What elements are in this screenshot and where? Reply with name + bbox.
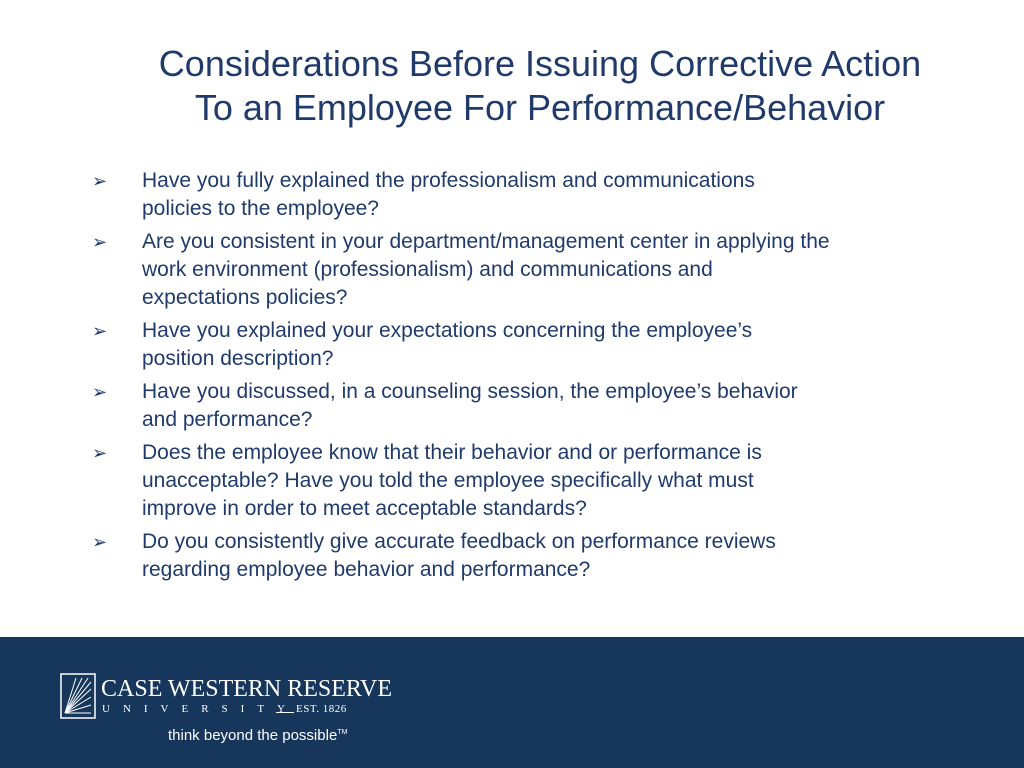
arrow-bullet-icon: ➢	[92, 382, 108, 402]
bullet-item	[92, 528, 992, 584]
bullet-item	[92, 439, 992, 523]
arrow-bullet-icon: ➢	[92, 321, 108, 341]
bullet-line: policies to the employee?	[142, 197, 379, 220]
arrow-bullet-icon: ➢	[92, 443, 108, 463]
bullet-line: position description?	[142, 347, 334, 370]
bullet-text	[142, 228, 830, 312]
bullet-list	[92, 167, 992, 589]
bullet-line: Do you consistently give accurate feedback on performance reviews	[142, 530, 776, 553]
logo-university: UNIVERSITY	[102, 703, 298, 715]
trademark-mark: TM	[337, 729, 348, 736]
slide-title-line-1: Considerations Before Issuing Corrective Action	[158, 43, 922, 84]
bullet-item	[92, 317, 992, 373]
logo-name: CASE WESTERN RESERVE	[101, 676, 392, 702]
arrow-bullet-icon: ➢	[92, 532, 108, 552]
bullet-line: improve in order to meet acceptable standards?	[142, 497, 587, 520]
bullet-item	[92, 167, 992, 223]
arrow-bullet-icon: ➢	[92, 171, 108, 191]
bullet-item	[92, 378, 992, 434]
bullet-line: Have you explained your expectations concerning the employee’s	[142, 319, 753, 342]
bullet-line: Have you fully explained the professionalism and communications	[142, 169, 755, 192]
tagline-text: think beyond the possible	[168, 727, 338, 744]
logo-divider	[276, 712, 294, 713]
bullet-text	[142, 439, 762, 523]
bullet-text	[142, 167, 755, 223]
logo-tagline	[168, 724, 347, 745]
bullet-line: unacceptable? Have you told the employee specifically what must	[142, 469, 754, 492]
bullet-text	[142, 317, 752, 373]
bullet-line: regarding employee behavior and performance?	[142, 558, 591, 581]
slide-title	[60, 42, 1020, 130]
bullet-line: Does the employee know that their behavior and or performance is	[142, 441, 762, 464]
bullet-line: expectations policies?	[142, 286, 348, 309]
bullet-item	[92, 228, 992, 312]
arrow-bullet-icon: ➢	[92, 232, 108, 252]
bullet-line: Have you discussed, in a counseling session, the employee’s behavior	[142, 380, 798, 403]
logo-established: EST. 1826	[296, 703, 347, 715]
bullet-text	[142, 528, 776, 584]
bullet-line: Are you consistent in your department/management center in applying the	[142, 230, 830, 253]
slide-title-line-2: To an Employee For Performance/Behavior	[194, 87, 886, 128]
bullet-text	[142, 378, 798, 434]
university-logo	[60, 673, 392, 745]
bullet-line: and performance?	[142, 408, 313, 431]
university-seal-icon	[60, 673, 96, 719]
bullet-line: work environment (professionalism) and communications and	[142, 258, 713, 281]
